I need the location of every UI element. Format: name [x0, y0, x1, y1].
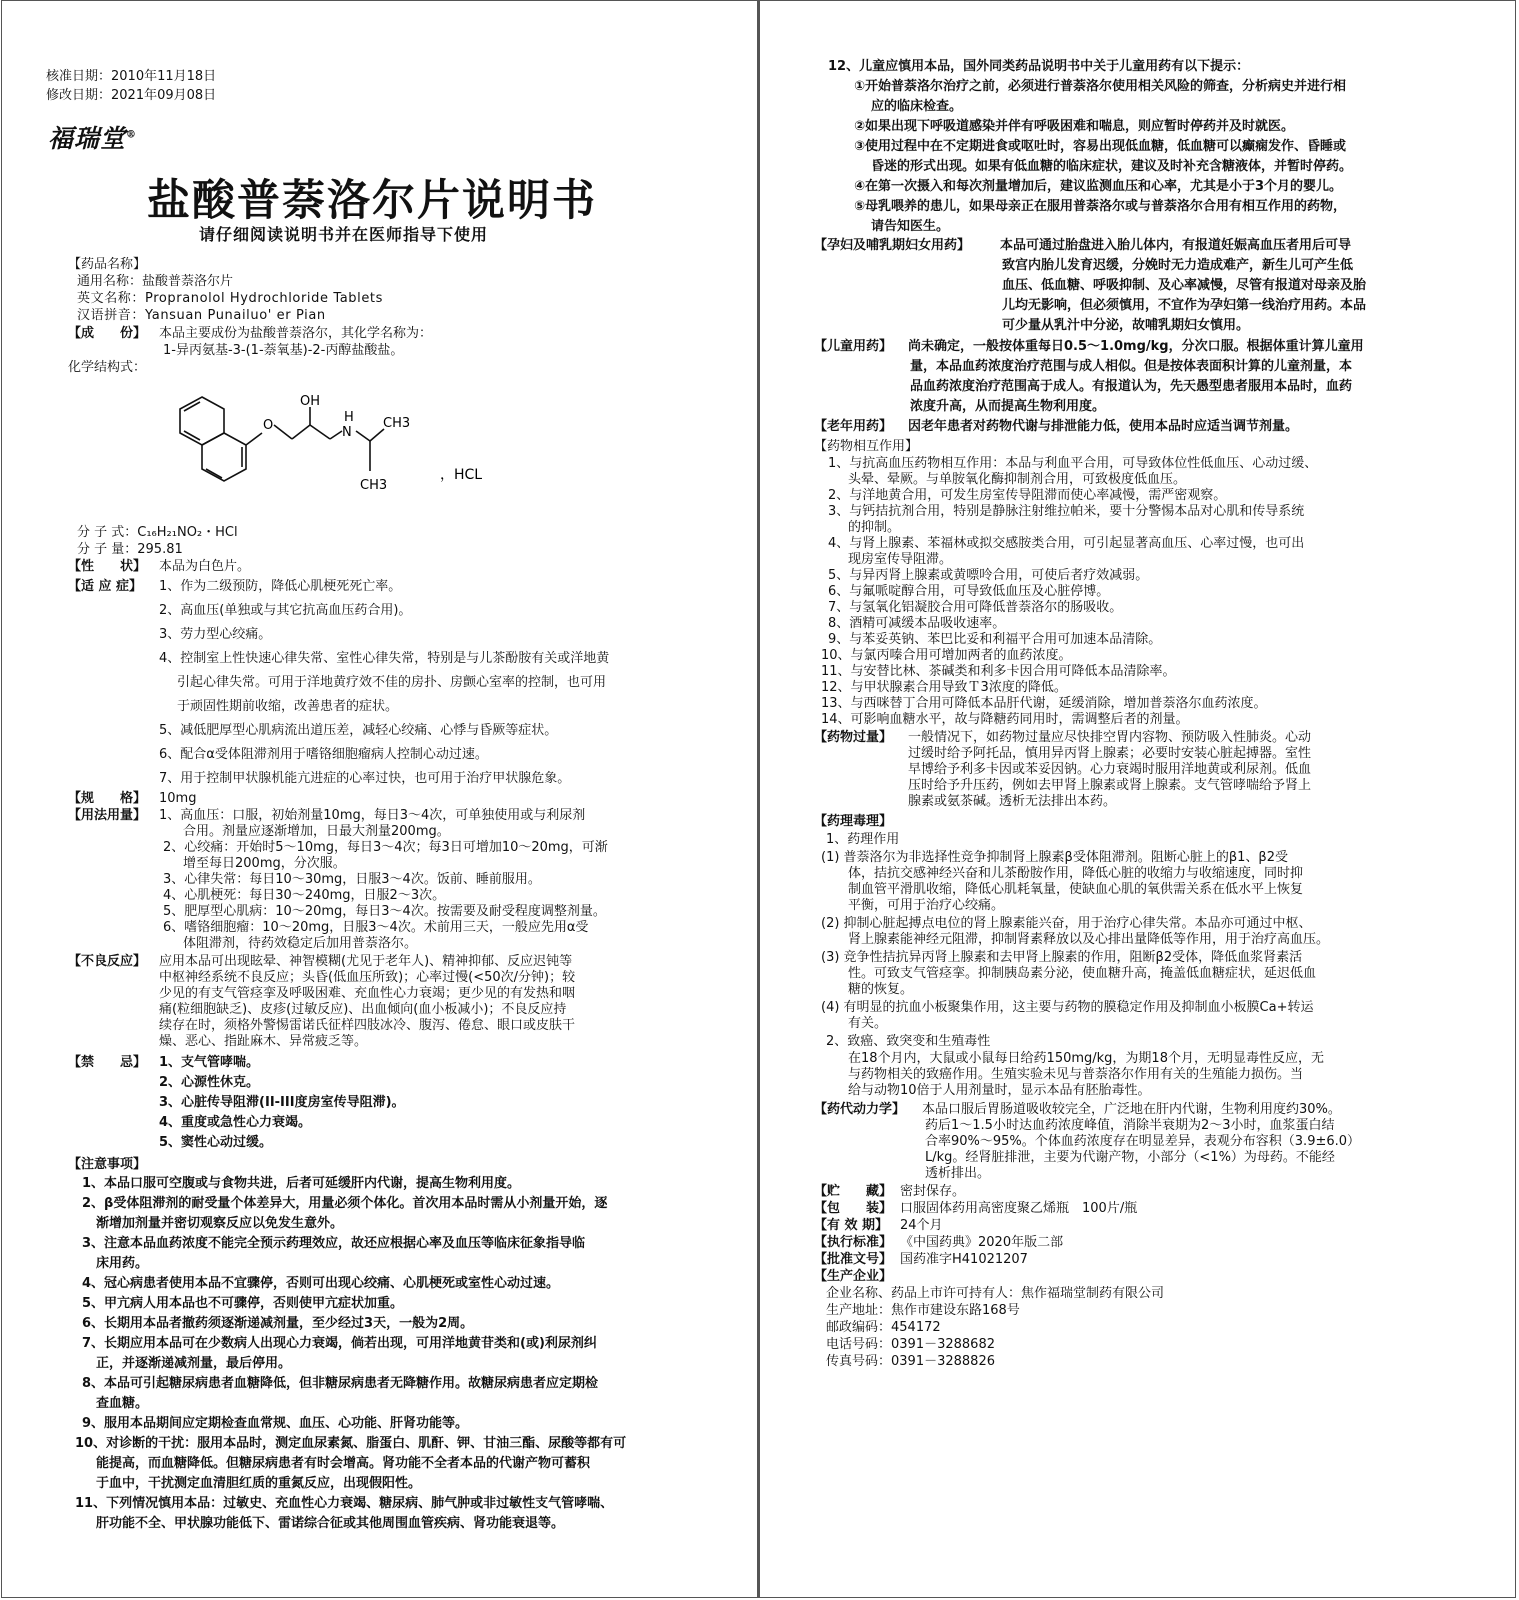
right-page	[758, 0, 1516, 1598]
contra-item: 3、心脏传导阻滞(II-III度房室传导阻滞)。	[159, 1095, 405, 1110]
precaution-line: 床用药。	[96, 1256, 149, 1271]
section-label-precautions: 【注意事项】	[68, 1157, 147, 1172]
document-title: 盐酸普萘洛尔片说明书	[147, 176, 597, 226]
pediatric-line: 量，本品血药浓度治疗范围与成人相似。但是按体表面积计算的儿童剂量，本	[910, 359, 1353, 374]
pregnancy-line: 儿均无影响，但必须慎用，不宜作为孕妇第一线治疗用药。本品	[1002, 298, 1367, 313]
precaution-line: 9、服用本品期间应定期检查血常规、血压、心功能、肝肾功能等。	[82, 1416, 469, 1431]
indication-item: 于顽固性期前收缩，改善患者的症状。	[177, 699, 399, 714]
precaution-line: 正，并逐渐递减剂量，最后停用。	[96, 1356, 292, 1371]
package-text: 口服固体药用高密度聚乙烯瓶 100片/瓶	[900, 1201, 1138, 1216]
interaction-line: 2、与洋地黄合用，可发生房室传导阻滞而使心率减慢，需严密观察。	[828, 488, 1227, 503]
toxicology-line: 给与动物10倍于人用剂量时，显示本品有胚胎毒性。	[848, 1083, 1151, 1098]
section-label-dosage: 【用法用量】	[68, 808, 147, 823]
left-page	[1, 0, 758, 1598]
atom-n: N	[342, 425, 352, 440]
manufacturer-line: 企业名称、药品上市许可持有人：焦作福瑞堂制药有限公司	[826, 1286, 1165, 1301]
indication-item: 2、高血压(单独或与其它抗高血压药合用)。	[159, 603, 412, 618]
pregnancy-line: 血压、低血糖、呼吸抑制、及心率减慢，尽管有报道对母亲及胎	[1002, 278, 1367, 293]
section-label-contra: 【禁 忌】	[68, 1055, 147, 1070]
precaution-line: 能提高，而血糖降低。但糖尿病患者有时会增高。肾功能不全者本品的代谢产物可蓄积	[96, 1456, 591, 1471]
pk-line: 合率90%～95%。个体血药浓度存在明显差异，表观分布容积（3.9±6.0）	[925, 1134, 1361, 1149]
precaution-line: 10、对诊断的干扰：服用本品时，测定血尿素氮、脂蛋白、肌酐、钾、甘油三酯、尿酸等都有可	[75, 1436, 627, 1451]
english-name: 英文名称：Propranolol Hydrochloride Tablets	[77, 291, 384, 306]
interaction-line: 7、与氢氧化铝凝胶合用可降低普萘洛尔的肠吸收。	[828, 600, 1123, 615]
toxicology-line: 有关。	[848, 1016, 888, 1031]
dosage-line: 体阻滞剂，待药效稳定后加用普萘洛尔。	[183, 936, 418, 951]
section-label-drug-name: 【药品名称】	[68, 257, 147, 272]
toxicology-line: 性。可致支气管痉挛。抑制胰岛素分泌，使血糖升高，掩盖低血糖症状，延迟低血	[848, 966, 1317, 981]
spec-text: 10mg	[159, 791, 197, 806]
section-label-approval: 【批准文号】	[814, 1252, 893, 1267]
registered-mark: ®	[126, 129, 138, 141]
section-label-interactions: 【药物相互作用】	[814, 439, 919, 454]
contra-item: 4、重度或急性心力衰竭。	[159, 1115, 312, 1130]
interaction-line: 现房室传导阻滞。	[848, 552, 953, 567]
precaution-line: 3、注意本品血药浓度不能完全预示药理效应，故还应根据心率及血压等临床征象指导临	[82, 1236, 586, 1251]
toxicology-line: 2、致癌、致突变和生殖毒性	[826, 1034, 991, 1049]
indication-item: 4、控制室上性快速心律失常、室性心律失常，特别是与儿茶酚胺有关或洋地黄	[159, 651, 610, 666]
brand-logo	[48, 119, 137, 155]
indication-item: 6、配合α受体阻滞剂用于嗜铬细胞瘤病人控制心动过速。	[159, 747, 488, 762]
interaction-line: 11、与安替比林、茶碱类和利多卡因合用可降低本品清除率。	[821, 664, 1176, 679]
precaution-line: 1、本品口服可空腹或与食物共进，后者可延缓肝内代谢，提高生物利用度。	[82, 1176, 521, 1191]
section-label-package: 【包 装】	[814, 1201, 893, 1216]
atom-h: H	[344, 410, 354, 425]
pediatric-line: 浓度升高，从而提高生物利用度。	[910, 399, 1106, 414]
toxicology-line: 制血管平滑肌收缩，降低心肌耗氧量，使缺血心肌的氧供需关系在低水平上恢复	[848, 882, 1304, 897]
storage-text: 密封保存。	[900, 1184, 966, 1199]
validity-text: 24个月	[900, 1218, 943, 1233]
toxicology-line: 与药物相关的致癌作用。生殖实验未见与普萘洛尔作用有关的生殖能力损伤。当	[848, 1067, 1304, 1082]
pk-line: 透析排出。	[925, 1166, 991, 1181]
dosage-line: 1、高血压：口服，初始剂量10mg，每日3～4次，可单独使用或与利尿剂	[159, 808, 586, 823]
document-subtitle: 请仔细阅读说明书并在医师指导下使用	[199, 225, 489, 244]
indication-item: 1、作为二级预防，降低心肌梗死死亡率。	[159, 579, 402, 594]
children-note-line: ⑤母乳喂养的患儿，如果母亲正在服用普萘洛尔或与普萘洛尔合用有相互作用的药物，	[854, 199, 1347, 214]
methyl-group-lower: CH3	[360, 478, 388, 493]
hcl-label: ，HCL	[440, 467, 483, 483]
dosage-line: 3、心律失常：每日10～30mg，日服3～4次。饭前、睡前服用。	[163, 872, 541, 887]
interaction-line: 5、与异丙肾上腺素或黄嘌呤合用，可使后者疗效减弱。	[828, 568, 1149, 583]
manufacturer-line: 电话号码：0391－3288682	[826, 1337, 995, 1352]
brand-name: 福瑞堂	[48, 124, 127, 153]
precaution-line: 8、本品可引起糖尿病患者血糖降低，但非糖尿病患者无降糖作用。故糖尿病患者应定期检	[82, 1376, 599, 1391]
interaction-line: 的抑制。	[848, 520, 901, 535]
precaution-line: 5、甲亢病人用本品也不可骤停，否则使甲亢症状加重。	[82, 1296, 404, 1311]
dosage-line: 合用。剂量应逐渐增加，日最大剂量200mg。	[183, 824, 450, 839]
methyl-group-upper: CH3	[383, 416, 411, 431]
dosage-line: 4、心肌梗死：每日30～240mg，日服2～3次。	[163, 888, 446, 903]
toxicology-line: 1、药理作用	[826, 832, 900, 847]
interaction-line: 10、与氯丙嗪合用可增加两者的血药浓度。	[821, 648, 1072, 663]
precaution-line: 7、长期应用本品可在少数病人出现心力衰竭，倘若出现，可用洋地黄苷类和(或)利尿剂纠	[82, 1336, 597, 1351]
toxicology-line: (2) 抑制心脏起搏点电位的肾上腺素能兴奋，用于治疗心律失常。本品亦可通过中枢、	[821, 916, 1312, 931]
interaction-line: 6、与氟哌啶醇合用，可导致低血压及心脏停博。	[828, 584, 1110, 599]
pediatric-line: 品血药浓度治疗范围高于成人。有报道认为，先天愚型患者服用本品时，血药	[910, 379, 1353, 394]
atom-oh: OH	[300, 394, 321, 409]
section-label-toxicology: 【药理毒理】	[814, 814, 893, 829]
molecular-weight: 分 子 量：295.81	[77, 542, 183, 557]
pregnancy-line: 可少量从乳汁中分泌，故哺乳期妇女慎用。	[1002, 318, 1250, 333]
section-label-pediatric: 【儿童用药】	[814, 339, 893, 354]
revise-date: 修改日期：2021年09月08日	[46, 88, 217, 103]
contra-item: 5、窦性心动过缓。	[159, 1135, 273, 1150]
children-note-line: ③使用过程中在不定期进食或呕吐时，容易出现低血糖，低血糖可以癫痫发作、昏睡或	[854, 139, 1347, 154]
contra-item: 2、心源性休克。	[159, 1075, 260, 1090]
children-note-line: 昏迷的形式出现。如果有低血糖的临床症状，建议及时补充含糖液体，并暂时停药。	[871, 159, 1353, 174]
adverse-line: 少见的有支气管痉挛及呼吸困难、充血性心力衰竭；更少见的有发热和咽	[159, 986, 576, 1001]
precaution-line: 4、冠心病患者使用本品不宜骤停，否则可出现心绞痛、心肌梗死或室性心动过速。	[82, 1276, 560, 1291]
toxicology-line: 平衡，可用于治疗心绞痛。	[848, 898, 1005, 913]
children-note-line: 请告知医生。	[871, 219, 950, 234]
overdose-line: 腺素或氨茶碱。透析无法排出本药。	[908, 794, 1117, 809]
toxicology-line: 在18个月内，大鼠或小鼠每日给药150mg/kg，为期18个月，无明显毒性反应，无	[848, 1051, 1324, 1066]
dosage-line: 增至每日200mg，分次服。	[183, 856, 346, 871]
section-label-pregnancy: 【孕妇及哺乳期妇女用药】	[814, 238, 971, 253]
section-label-manufacturer: 【生产企业】	[814, 1269, 893, 1284]
interaction-line: 14、可影响血糖水平，故与降糖药同用时，需调整后者的剂量。	[821, 712, 1189, 727]
children-note-line: ④在第一次摄入和每次剂量增加后，建议监测血压和心率，尤其是小于3个月的婴儿。	[854, 179, 1343, 194]
pregnancy-line: 本品可通过胎盘进入胎儿体内，有报道妊娠高血压者用后可导	[1000, 238, 1352, 253]
interaction-line: 3、与钙拮抗剂合用，特别是静脉注射维拉帕米，要十分警惕本品对心肌和传导系统	[828, 504, 1305, 519]
children-note-line: 应的临床检查。	[871, 99, 963, 114]
property-text: 本品为白色片。	[159, 559, 251, 574]
overdose-line: 一般情况下，如药物过量应尽快排空胃内容物、预防吸入性肺炎。心动	[908, 730, 1312, 745]
pk-line: 药后1～1.5小时达血药浓度峰值，消除半衰期为2～3小时，血浆蛋白结	[925, 1118, 1335, 1133]
adverse-line: 续存在时，须格外警惕雷诺氏征样四肢冰冷、腹泻、倦怠、眼口或皮肤干	[159, 1018, 576, 1033]
interaction-line: 头晕、晕厥。与单胺氧化酶抑制剂合用，可致极度低血压。	[848, 472, 1187, 487]
pk-line: L/kg。经肾脏排泄，主要为代谢产物，小部分（<1%）为母药。不能经	[925, 1150, 1335, 1165]
interaction-line: 13、与西咪替丁合用可降低本品肝代谢，延缓消除，增加普萘洛尔血药浓度。	[821, 696, 1267, 711]
interaction-line: 1、与抗高血压药物相互作用：本品与利血平合用，可导致体位性低血压、心动过缓、	[828, 456, 1318, 471]
interaction-line: 8、酒精可减缓本品吸收速率。	[828, 616, 1006, 631]
dosage-line: 5、肥厚型心肌病：10～20mg，每日3～4次。按需要及耐受程度调整剂量。	[163, 904, 606, 919]
composition-line-1: 本品主要成份为盐酸普萘洛尔，其化学名称为：	[159, 326, 433, 341]
section-label-elderly: 【老年用药】	[814, 419, 893, 434]
dosage-line: 2、心绞痛：开始时5～10mg，每日3～4次；每3日可增加10～20mg，可渐	[163, 840, 608, 855]
precaution-line: 6、长期用本品者撤药须逐渐递减剂量，至少经过3天，一般为2周。	[82, 1316, 474, 1331]
precaution-line: 查血糖。	[96, 1396, 149, 1411]
adverse-line: 痛(粒细胞缺乏)、皮疹(过敏反应)、出血倾向(血小板减小)；不良反应持	[159, 1002, 567, 1017]
composition-line-2: 1-异丙氨基-3-(1-萘氧基)-2-丙醇盐酸盐。	[163, 343, 404, 358]
indication-item: 7、用于控制甲状腺机能亢进症的心率过快，也可用于治疗甲状腺危象。	[159, 771, 571, 786]
section-label-adverse: 【不良反应】	[68, 954, 147, 969]
overdose-line: 压时给予升压药，例如去甲肾上腺素或肾上腺素。支气管哮喘给予肾上	[908, 778, 1312, 793]
standard-text: 《中国药典》2020年版二部	[900, 1235, 1064, 1250]
adverse-line: 中枢神经系统不良反应；头昏(低血压所致)；心率过慢(<50次/分钟)；较	[159, 970, 576, 985]
toxicology-line: 糖的恢复。	[848, 982, 914, 997]
pinyin-name: 汉语拼音：Yansuan Punailuo' er Pian	[77, 308, 326, 323]
adverse-line: 应用本品可出现眩晕、神智模糊(尤见于老年人)、精神抑郁、反应迟钝等	[159, 954, 573, 969]
section-label-standard: 【执行标准】	[814, 1235, 893, 1250]
overdose-line: 过缓时给予阿托品，慎用异丙肾上腺素；必要时安装心脏起搏器。室性	[908, 746, 1312, 761]
children-note-line: 12、儿童应慎用本品，国外同类药品说明书中关于儿童用药有以下提示：	[828, 59, 1250, 74]
interaction-line: 9、与苯妥英钠、苯巴比妥和利福平合用可加速本品清除。	[828, 632, 1162, 647]
chemical-structure-diagram	[172, 389, 532, 509]
children-note-line: ①开始普萘洛尔治疗之前，必须进行普萘洛尔使用相关风险的筛查，分析病史并进行相	[854, 79, 1347, 94]
overdose-line: 早博给予利多卡因或苯妥因钠。心力衰竭时服用洋地黄或利尿剂。低血	[908, 762, 1312, 777]
toxicology-line: (3) 竞争性拮抗异丙肾上腺素和去甲肾上腺素的作用，阻断β2受体，降低血浆肾素活	[821, 950, 1303, 965]
toxicology-line: (1) 普萘洛尔为非选择性竞争抑制肾上腺素β受体阻滞剂。阻断心脏上的β1、β2受	[821, 850, 1288, 865]
indication-item: 5、减低肥厚型心肌病流出道压差，减轻心绞痛、心悸与昏厥等症状。	[159, 723, 558, 738]
section-label-validity: 【有 效 期】	[814, 1218, 889, 1233]
section-label-overdose: 【药物过量】	[814, 730, 893, 745]
pediatric-line: 尚未确定，一般按体重每日0.5～1.0mg/kg，分次口服。根据体重计算儿童用	[908, 339, 1364, 354]
section-label-indications: 【适 应 症】	[68, 579, 143, 594]
adverse-line: 燥、恶心、指趾麻木、异常疲乏等。	[159, 1034, 368, 1049]
indication-item: 引起心律失常。可用于洋地黄疗效不佳的房扑、房颤心室率的控制，也可用	[177, 675, 607, 690]
interaction-line: 4、与肾上腺素、苯福林或拟交感胺类合用，可引起显著高血压、心率过慢，也可出	[828, 536, 1305, 551]
children-note-line: ②如果出现下呼吸道感染并伴有呼吸困难和喘息，则应暂时停药并及时就医。	[854, 119, 1295, 134]
section-label-pharmacokinetics: 【药代动力学】	[814, 1102, 906, 1117]
pk-line: 本品口服后胃肠道吸收较完全，广泛地在肝内代谢，生物利用度约30%。	[922, 1102, 1341, 1117]
section-label-spec: 【规 格】	[68, 791, 147, 806]
generic-name: 通用名称：盐酸普萘洛尔片	[77, 274, 234, 289]
atom-o: O	[263, 418, 274, 433]
manufacturer-line: 传真号码：0391－3288826	[826, 1354, 995, 1369]
date-block	[46, 67, 216, 105]
pregnancy-line: 致宫内胎儿发育迟缓，分娩时无力造成难产，新生儿可产生低	[1002, 258, 1354, 273]
toxicology-line: 体，拮抗交感神经兴奋和儿茶酚胺作用，降低心脏的收缩力与收缩速度，同时抑	[848, 866, 1304, 881]
interaction-line: 12、与甲状腺素合用导致Ｔ3浓度的降低。	[821, 680, 1067, 695]
contra-item: 1、支气管哮喘。	[159, 1055, 260, 1070]
precaution-line: 肝功能不全、甲状腺功能低下、雷诺综合征或其他周围血管疾病、肾功能衰退等。	[96, 1516, 565, 1531]
precaution-line: 渐增加剂量并密切观察反应以免发生意外。	[96, 1216, 344, 1231]
elderly-text: 因老年患者对药物代谢与排泄能力低，使用本品时应适当调节剂量。	[908, 419, 1299, 434]
dosage-line: 6、嗜铬细胞瘤：10～20mg，日服3～4次。术前用三天，一般应先用α受	[163, 920, 589, 935]
precaution-line: 于血中，干扰测定血清胆红质的重氮反应，出现假阳性。	[96, 1476, 422, 1491]
toxicology-line: (4) 有明显的抗血小板聚集作用，这主要与药物的膜稳定作用及抑制血小板膜Ca+转运	[821, 1000, 1314, 1015]
molecular-formula: 分 子 式：C₁₆H₂₁NO₂・HCl	[77, 525, 238, 540]
toxicology-line: 肾上腺素能神经元阻滞，抑制肾素释放以及心排出量降低等作用，用于治疗高血压。	[848, 932, 1330, 947]
structure-label: 化学结构式：	[68, 360, 147, 375]
section-label-composition: 【成 份】	[68, 326, 147, 341]
approve-date: 核准日期：2010年11月18日	[46, 69, 217, 84]
section-label-property: 【性 状】	[68, 559, 147, 574]
approval-text: 国药准字H41021207	[900, 1252, 1028, 1267]
manufacturer-line: 生产地址：焦作市建设东路168号	[826, 1303, 1020, 1318]
indication-item: 3、劳力型心绞痛。	[159, 627, 272, 642]
precaution-line: 11、下列情况慎用本品：过敏史、充血性心力衰竭、糖尿病、肺气肿或非过敏性支气管哮喘、	[75, 1496, 614, 1511]
manufacturer-line: 邮政编码：454172	[826, 1320, 941, 1335]
precaution-line: 2、β受体阻滞剂的耐受量个体差异大，用量必须个体化。首次用本品时需从小剂量开始，逐	[82, 1196, 608, 1211]
section-label-storage: 【贮 藏】	[814, 1184, 893, 1199]
